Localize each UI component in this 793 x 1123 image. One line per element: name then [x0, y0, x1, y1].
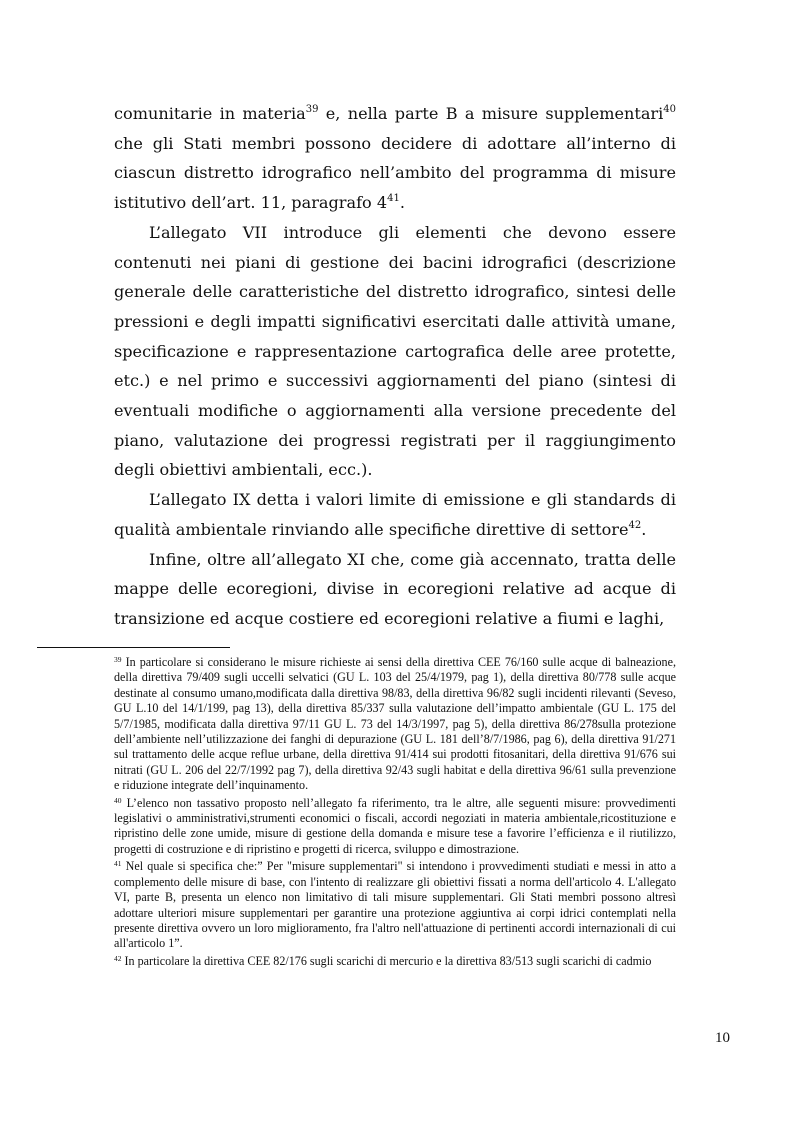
footnote-ref-42[interactable]: 42 — [628, 519, 642, 531]
paragraph-2: L’allegato VII introduce gli elementi che devono essere contenuti nei piani di gestione dei bacini idrografici (descrizione generale delle caratteristiche del distretto idrografico, sintesi delle pressioni e degli impatti significativi esercitati dalle attività umane, specificazione e rappresentazione cartografica delle aree protette, etc.) e nel primo e successivi aggiornamenti del piano (sintesi di eventuali modifiche o aggiornamenti alla versione precedente del piano, valutazione dei progressi registrati per il raggiungimento degli obiettivi ambientali, ecc.). — [114, 222, 676, 480]
footnote-separator — [37, 647, 230, 648]
footnote-number: 42 — [114, 953, 122, 963]
footnote-ref-40[interactable]: 40 — [663, 104, 677, 115]
footnote-ref-41[interactable]: 41 — [387, 193, 400, 205]
paragraph-4: Infine, oltre all’allegato XI che, come già accennato, tratta delle mappe delle ecoregioni, divise in ecoregioni relative ad acque di transizione ed acque costiere ed ecoregioni relative a fiumi e laghi, — [114, 549, 676, 628]
footnote-number: 41 — [114, 859, 122, 869]
main-text — [114, 99, 676, 634]
footnote-ref-39[interactable]: 39 — [305, 104, 319, 115]
footnote-number: 40 — [114, 795, 122, 805]
footnote-39: $^{39}$ In particolare si considerano le misure richieste ai sensi della direttiva CEE 76/160 sulle acque di balneazione, della direttiva 79/409 sugli uccelli selvatici (GU L. 103 del 25/4/1979, pag 1), della direttiva 80/778 sulle acque destinate al consumo umano,modificata dalla direttiva 98/83, della direttiva 96/82 sugli incidenti rilevanti (Seveso, GU L.10 del 14/1/199, pag 13), della direttiva 85/337 sulla valutazione dell’impatto ambientale (GU L. 175 del 5/7/1985, modificata dalla direttiva 97/11 GU L. 73 del 14/3/1997, pag 5), della direttiva 86/278sulla protezione dell’ambiente nell’utilizzazione dei fanghi di depurazione (GU L. 181 dell’8/7/1986, pag 6), della direttiva 91/271 sul trattamento delle acque reflue urbane, della direttiva 91/414 sui prodotti fitosanitari, della direttiva 91/676 sui nitrati (GU L. 206 del 22/7/1992 pag 7), della direttiva 92/43 sugli habitat e della direttiva 96/61 sulla prevenzione e riduzione integrate dell’inquinamento. — [114, 655, 676, 793]
footnote-number: 39 — [114, 655, 122, 664]
paragraph-1: comunitarie in materia$^{39}$ e, nella parte B a misure supplementari$^{40}$ che gli Stati membri possono decidere di adottare all’interno di ciascun distretto idrografico nell’ambito del programma di misure istitutivo dell’art. 11, paragrafo 4$^{41}$. — [114, 104, 677, 213]
footnote-40: $^{40}$ L’elenco non tassativo proposto nell’allegato fa riferimento, tra le altre, alle seguenti misure: provvedimenti legislativi o amministrativi,strumenti economici o fiscali, accordi negoziati in materia ambientale,ricostituzione e ripristino delle zone umide, misure di gestione della domanda e misure tese a favorire l’efficienza e il riutilizzo, progetti di costruzione e di ripristino e progetti di ricerca, sviluppo e dimostrazione. — [114, 795, 676, 856]
footnote-41: $^{41}$ Nel quale si specifica che:” Per "misure supplementari" si intendono i provvedimenti studiati e messi in atto a complemento delle misure di base, con l'intento di realizzare gli obiettivi fissati a norma dell'articolo 4. L'allegato VI, parte B, presenta un elenco non limitativo di tali misure supplementari. Gli Stati membri possono altresì adottare ulteriori misure supplementari per garantire una protezione aggiuntiva ai corpi idrici contemplati nella presente direttiva ovvero un loro miglioramento, fra l'altro nell'attuazione di pertinenti accordi internazionali di cui all'articolo 1”. — [114, 859, 676, 951]
page-number: 10 — [715, 1030, 730, 1046]
footnote-42: $^{42}$ In particolare la direttiva CEE 82/176 sugli scarichi di mercurio e la direttiva 83/513 sugli scarichi di cadmio — [114, 953, 652, 968]
footnotes — [114, 655, 676, 971]
paragraph-3: L’allegato IX detta i valori limite di emissione e gli standards di qualità ambientale rinviando alle specifiche direttive di settore$^{42}$. — [114, 490, 676, 539]
